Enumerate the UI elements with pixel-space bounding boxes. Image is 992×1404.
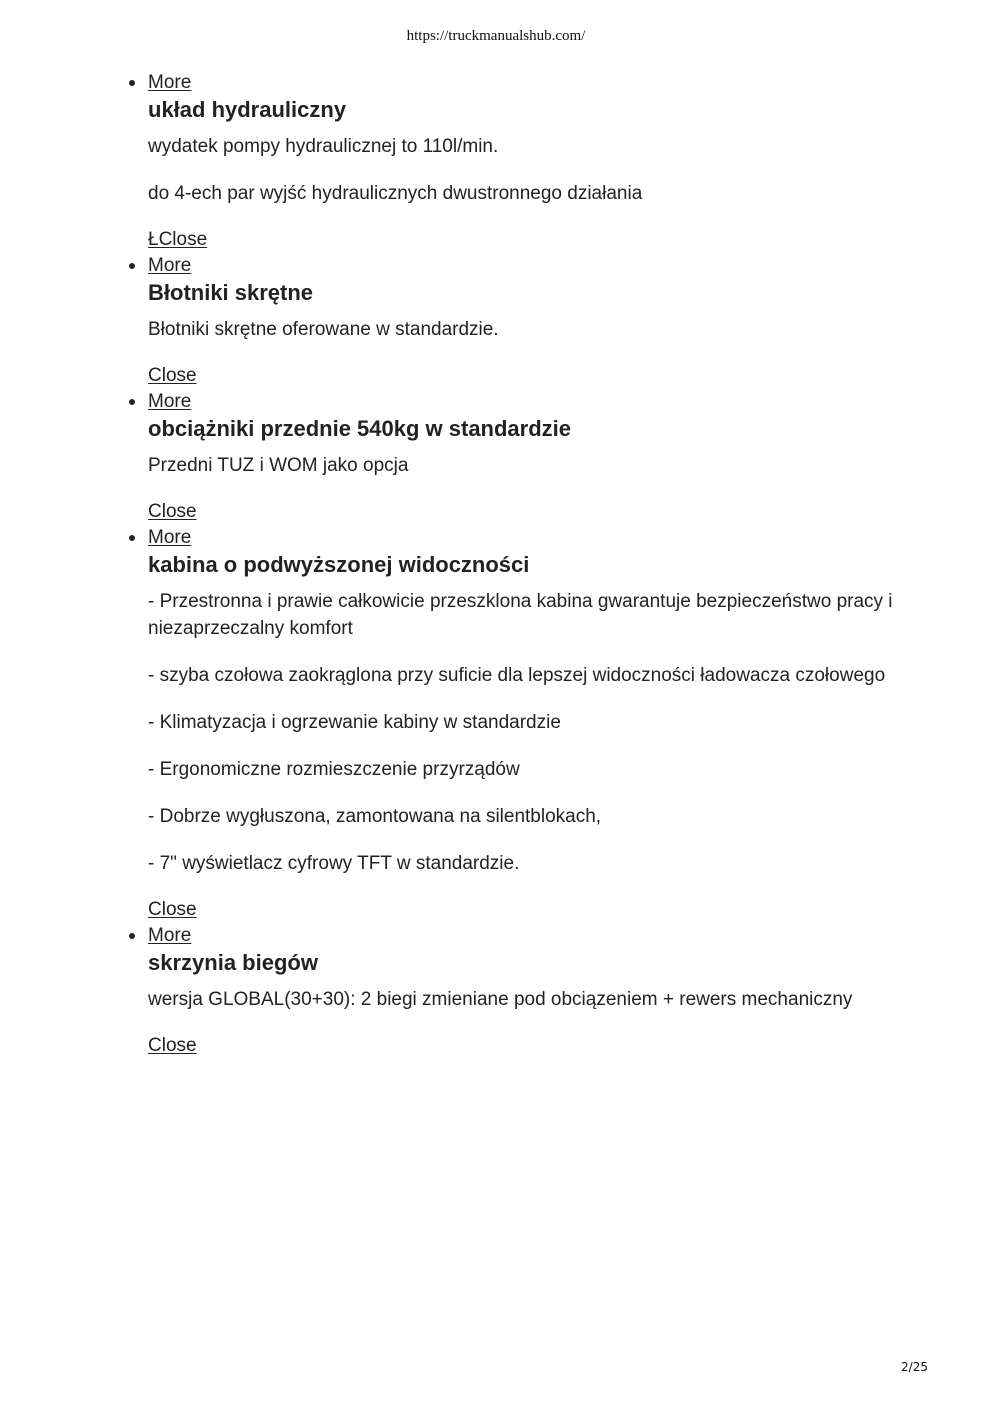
- item-heading: skrzynia biegów: [148, 950, 318, 975]
- page-url: https://truckmanualshub.com/: [406, 28, 586, 44]
- list-item: [148, 253, 908, 389]
- more-link[interactable]: More: [148, 255, 192, 276]
- item-paragraph: Przedni TUZ i WOM jako opcja: [148, 455, 409, 476]
- close-link[interactable]: Close: [148, 501, 197, 522]
- item-heading: obciążniki przednie 540kg w standardzie: [148, 416, 572, 441]
- item-paragraph: Błotniki skrętne oferowane w standardzie.: [148, 319, 499, 340]
- item-paragraph: - 7" wyświetlacz cyfrowy TFT w standardzie.: [148, 853, 520, 874]
- item-paragraph: - Klimatyzacja i ogrzewanie kabiny w standardzie: [148, 712, 561, 733]
- item-paragraph: do 4-ech par wyjść hydraulicznych dwustronnego działania: [148, 183, 643, 204]
- list-item: [148, 923, 908, 1059]
- bullet-icon: [129, 80, 135, 86]
- item-paragraph: wydatek pompy hydraulicznej to 110l/min.: [148, 136, 499, 157]
- item-paragraph: - Dobrze wygłuszona, zamontowana na silentblokach,: [148, 806, 602, 827]
- item-paragraph: - Przestronna i prawie całkowicie przeszklona kabina gwarantuje bezpieczeństwo pracy i niezaprzeczalny komfort: [148, 591, 893, 639]
- more-link[interactable]: More: [148, 527, 192, 548]
- feature-list: [148, 70, 908, 1059]
- more-link[interactable]: More: [148, 72, 192, 93]
- bullet-icon: [129, 535, 135, 541]
- close-link[interactable]: Close: [148, 899, 197, 920]
- page-number: 2/25: [901, 1360, 928, 1374]
- list-item: [148, 70, 908, 253]
- item-paragraph: - Ergonomiczne rozmieszczenie przyrządów: [148, 759, 520, 780]
- bullet-icon: [129, 263, 135, 269]
- close-link[interactable]: Close: [148, 1035, 197, 1056]
- more-link[interactable]: More: [148, 391, 192, 412]
- item-paragraph: - szyba czołowa zaokrąglona przy suficie dla lepszej widoczności ładowacza czołowego: [148, 665, 886, 686]
- list-item: [148, 525, 908, 923]
- item-heading: Błotniki skrętne: [148, 280, 314, 305]
- item-heading: kabina o podwyższonej widoczności: [148, 552, 530, 577]
- close-link[interactable]: ŁClose: [148, 229, 208, 250]
- list-item: [148, 389, 908, 525]
- item-heading: układ hydrauliczny: [148, 97, 347, 122]
- item-paragraph: wersja GLOBAL(30+30): 2 biegi zmieniane pod obciązeniem + rewers mechaniczny: [148, 989, 853, 1010]
- bullet-icon: [129, 933, 135, 939]
- more-link[interactable]: More: [148, 925, 192, 946]
- bullet-icon: [129, 399, 135, 405]
- close-link[interactable]: Close: [148, 365, 197, 386]
